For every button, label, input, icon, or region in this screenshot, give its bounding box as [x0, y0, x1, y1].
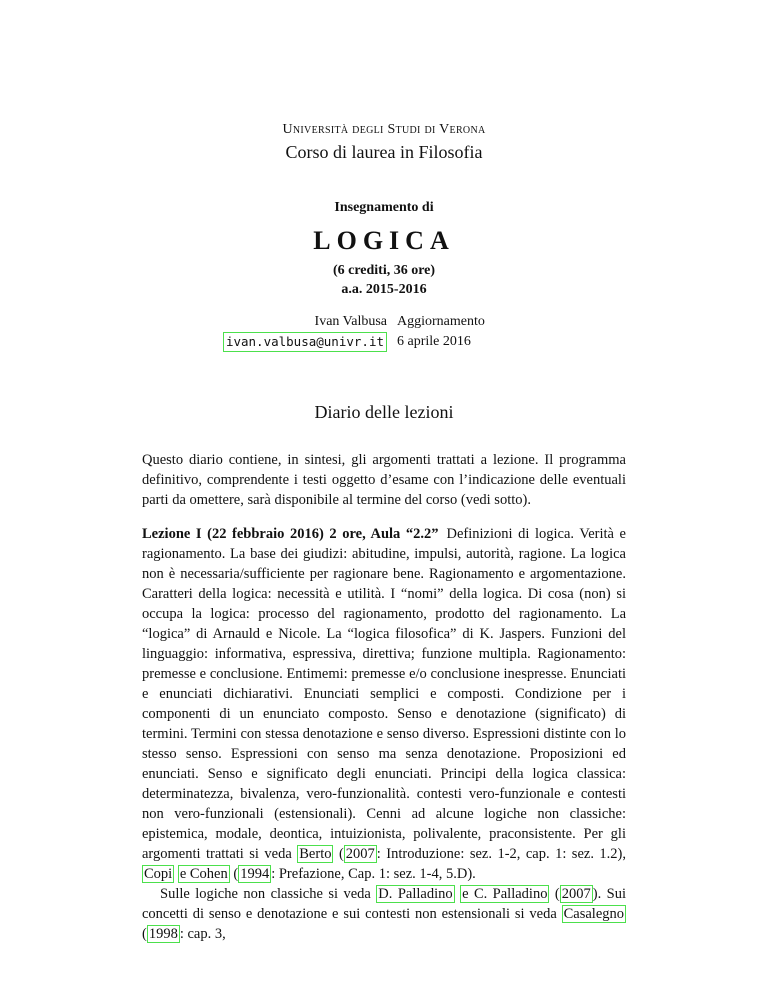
lesson-references-paragraph: Sulle logiche non classiche si veda D. Palladino e C. Palladino ( 2007 ). Sui concetti di senso e denotazione e sui contesti non estensionali si veda Casalegno ( 1998 : cap. 3, [142, 886, 627, 942]
credits-line: (6 crediti, 36 ore) [332, 263, 436, 278]
author-name: Ivan Valbusa [314, 314, 387, 329]
refs2-mid: . Sui concetti di senso e denotazione e sui contesti non estensionali si veda [142, 886, 627, 922]
lesson-paragraph: Lezione I (22 febbraio 2016) 2 ore, Aula “2.2” Definizioni di logica. Verità e ragionamento. La base dei giudizi: abitudine, impulsi, autorità, ragione. La logica non è necessaria/sufficiente per ragionare bene. Ragionamento e argomentazione. Caratteri della logica: necessità e utilità. I “nomi” della logica. Di cosa (non) si occupa la logica: processo del ragionamento, prodotto del ragionamento. La “logica” di Arnauld e Nicole. La “logica filosofica” di K. Jaspers. Funzioni del linguaggio: informativa, espressiva, direttiva; funzione multipla. Ragionamento: premesse e conclusione. Entimemi: premesse e/o conclusione inespresse. Enunciati e enunciati dichiarativi. Enunciati semplici e composti. Condizione per i componenti di un enunciato composto. Senso e denotazione (significato) di termini. Termini con stessa denotazione e senso diverso. Espressioni distinte con lo stesso senso. Espressioni con senso ma senza denotazione. Proposizioni ed enunciati. Senso e significato degli enunciati. Principi della logica classica: determinatezza, bivalenza, vero-funzionalità. contesti vero-funzionale e contesti non vero-funzionali (estensionali). Cenni ad alcune logiche non classiche: epistemica, modale, deontica, intuizionista, polivalente, praconsistente. Per gli argomenti trattati si veda Berto ( 2007 : Introduzione: sez. 1-2, cap. 1: sez. 1.2), Copi e Cohen ( 1994 : Prefazione, Cap. 1: sez. 1-4, 5.D). [142, 526, 626, 882]
lesson-entry [142, 524, 626, 944]
citation-link-d-palladino[interactable]: D. Palladino [378, 886, 453, 902]
update-info [397, 312, 485, 352]
citation-link-copi[interactable]: Copi [144, 866, 173, 882]
citation-year-link-berto[interactable]: 2007 [345, 846, 375, 862]
citation-link-cohen[interactable]: e Cohen [179, 866, 228, 882]
update-date: 6 aprile 2016 [397, 334, 471, 349]
intro-paragraph [142, 450, 626, 510]
refs1-mid: : Introduzione: sez. 1-2, cap. 1: sez. 1.2), [376, 846, 626, 862]
refs2-prefix: Sulle logiche non classiche si veda [160, 886, 371, 902]
lesson-body: Definizioni di logica. Verità e ragionamento. La base dei giudizi: abitudine, impulsi, autorità, ragione. La logica non è necessaria/sufficiente per ragionare bene. Ragionamento e argomentazione. Caratteri della logica: necessità e utilità. I “nomi” della logica. Di cosa (non) si occupa la logica: processo del ragionamento, prodotto del ragionamento. La “logica” di Arnauld e Nicole. La “logica filosofica” di K. Jaspers. Funzioni del linguaggio: informativa, espressiva, direttiva; funzione multipla. Ragionamento: premesse e conclusione. Entimemi: premesse e/o conclusione inespresse. Enunciati e enunciati dichiarativi. Enunciati semplici e composti. Condizione per i componenti di un enunciato composto. Senso e denotazione (significato) di termini. Termini con stessa denotazione e senso diverso. Espressioni distinte con lo stesso senso. Espressioni con senso ma senza denotazione. Proposizioni ed enunciati. Senso e significato degli enunciati. Principi della logica classica: determinatezza, bivalenza, vero-funzionalità. contesti vero-funzionale e contesti non vero-funzionali (estensionali). Cenni ad alcune logiche non classiche: epistemica, modale, deontica, intuizionista, polivalente, praconsistente. [142, 526, 626, 842]
author-email-link[interactable]: ivan.valbusa@univr.it [223, 332, 387, 352]
course-name: Corso di laurea in Filosofia [285, 142, 483, 162]
refs2-tail: : cap. 3, [179, 926, 226, 942]
citation-year-link-copi[interactable]: 1994 [240, 866, 270, 882]
subject-title: LOGICA [313, 226, 455, 255]
citation-link-c-palladino[interactable]: e C. Palladino [462, 886, 548, 902]
refs1-prefix: Per gli argomenti trattati si veda [142, 826, 626, 862]
lesson-heading: Lezione I (22 febbraio 2016) 2 ore, Aula “2.2” [142, 526, 439, 542]
intro-text: Questo diario contiene, in sintesi, gli argomenti trattati a lezione. Il programma definitivo, comprendente i testi oggetto d’esame con l’indicazione delle eventuali parti da omettere, sarà disponibile al termine del corso (vedi sotto). [142, 452, 626, 508]
academic-year: a.a. 2015-2016 [341, 282, 427, 297]
citation-year-link-casalegno[interactable]: 1998 [148, 926, 178, 942]
update-label: Aggiornamento [397, 314, 485, 329]
author-contact [223, 312, 387, 352]
refs1-tail: : Prefazione, Cap. 1: sez. 1-4, 5.D). [271, 866, 476, 882]
citation-link-casalegno[interactable]: Casalegno [563, 906, 625, 922]
citation-link-berto[interactable]: Berto [299, 846, 332, 862]
university-name: Università degli Studi di Verona [282, 122, 486, 137]
section-title: Diario delle lezioni [314, 402, 454, 422]
citation-year-link-palladino[interactable]: 2007 [561, 886, 591, 902]
teaching-label: Insegnamento di [334, 200, 434, 215]
